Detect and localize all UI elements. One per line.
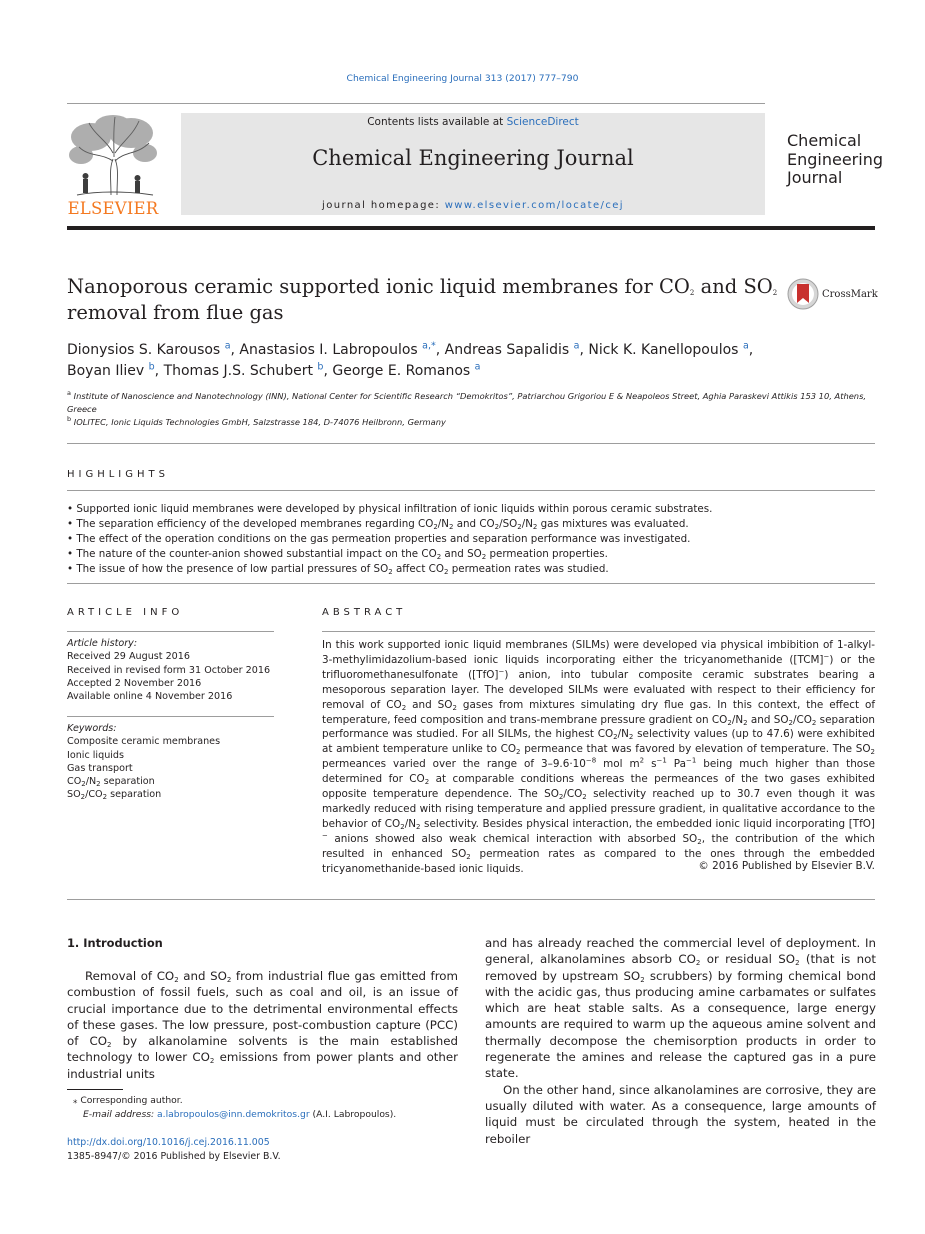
subscript: 2 xyxy=(727,718,732,727)
homepage-link[interactable]: www.elsevier.com/locate/cej xyxy=(444,200,624,211)
article-title xyxy=(67,274,782,326)
footnote-star: ⁎ xyxy=(72,1095,78,1106)
body-part: or residual SO xyxy=(700,952,796,967)
subscript: 2 xyxy=(640,975,645,984)
subscript: 2 xyxy=(613,733,618,742)
body-part: and SO xyxy=(178,969,227,983)
subscript: 2 xyxy=(416,822,421,831)
email-line xyxy=(67,1108,458,1122)
highlight-item: • The issue of how the presence of low partial pressures of $SO_2$ affect $CO_2$ permeation rates was studied. xyxy=(67,563,609,576)
divider xyxy=(67,631,274,632)
keyword-part: separation xyxy=(100,776,155,788)
cover-title-line: Engineering xyxy=(787,149,883,169)
subscript: 2 xyxy=(226,976,232,984)
subscript: 2 xyxy=(743,718,748,727)
affiliation-text: Institute of Nanoscience and Nanotechnology (INN), National Center for Scientific Research “Demokritos”, Patriarchou Grigoriou E & Neapoleos Street, Aghia Paraskevi Attikis 153 10, Athens, Greece xyxy=(67,391,867,414)
doi-block xyxy=(67,1136,281,1163)
affiliation-item xyxy=(67,390,875,416)
highlight-text: The separation efficiency of the developed membranes regarding CO xyxy=(76,518,434,530)
abstract-part: at comparable conditions whereas the permeances of the two gases exhibited opposite temperature dependence. The SO xyxy=(322,773,875,801)
subscript: 2 xyxy=(516,748,521,757)
author-affiliation-mark[interactable]: a xyxy=(474,361,481,373)
body-column-left xyxy=(67,968,458,1082)
superscript: −1 xyxy=(685,756,697,765)
superscript: 2 xyxy=(639,756,645,765)
author-name[interactable]: Dionysios S. Karousos xyxy=(67,342,221,358)
subscript: 2 xyxy=(532,523,538,531)
contents-prefix: Contents lists available at xyxy=(367,116,507,128)
abstract-part: selectivity values (up to 47.6) were exhibited at ambient temperature unlike to CO xyxy=(322,728,875,756)
title-subscript: 2 xyxy=(772,289,778,297)
keywords-label: Keywords: xyxy=(67,723,117,734)
sciencedirect-link[interactable]: ScienceDirect xyxy=(506,116,579,128)
abstract-part: /N xyxy=(617,728,629,741)
highlight-text: and CO xyxy=(453,518,495,530)
subscript: 2 xyxy=(102,793,108,802)
author-name[interactable]: Anastasios I. Labropoulos xyxy=(239,342,418,358)
history-revised: Received in revised form 31 October 2016 xyxy=(67,664,271,676)
abstract-part: selectivity reached up to 30.7 even though it was markedly reduced with rising temperature and applied pressure gradient, in qualitative accordance to the behavior of CO xyxy=(322,788,875,830)
subscript: 2 xyxy=(424,778,430,787)
author-list: Dionysios S. Karousos $^a$, Anastasios I. Labropoulos $^{a,*}$, Andreas Sapalidis $^a$, Nick K. Kanellopoulos $^a$, Boyan Iliev $^b$, Thomas J.S. Schubert $^b$, George E. Romanos $^a$ xyxy=(67,340,754,379)
affiliation-label: a xyxy=(67,389,71,398)
email-link[interactable]: a.labropoulos@inn.demokritos.gr xyxy=(157,1109,310,1120)
affiliations xyxy=(67,390,875,429)
body-part: emissions from power plants and other industrial units xyxy=(67,1050,459,1081)
email-suffix: (A.I. Labropoulos). xyxy=(309,1109,397,1120)
title-part: Nanoporous ceramic supported ionic liquid membranes for CO xyxy=(67,275,690,298)
journal-cover-title xyxy=(787,132,897,188)
keyword-part: SO xyxy=(67,789,81,801)
highlight-text: /N xyxy=(521,518,533,530)
subscript: 2 xyxy=(80,793,86,802)
subscript: 2 xyxy=(494,523,500,531)
keywords xyxy=(67,722,274,802)
highlight-item: • The separation efficiency of the developed membranes regarding $CO_2/N_2$ and $CO_2/SO_2/N_2$ gas mixtures was evaluated. xyxy=(67,518,689,531)
abstract-part: In this work supported ionic liquid membranes (SILMs) were developed via physical imbibition of 1-alkyl-3-methylimidazolium-based ionic liquids incorporating either the tricyanomethanide ([TCM] xyxy=(322,639,875,666)
body-paragraph xyxy=(485,935,876,1082)
cover-title-line: Journal xyxy=(787,168,843,187)
highlight-item: • The nature of the counter-anion showed substantial impact on the $CO_2$ and $SO_2$ permeation properties. xyxy=(67,548,608,561)
author-name[interactable]: Nick K. Kanellopoulos xyxy=(588,342,739,358)
subscript: 2 xyxy=(481,553,487,561)
subscript: 2 xyxy=(811,718,817,727)
subscript: 2 xyxy=(697,837,702,846)
subscript: 2 xyxy=(582,793,587,802)
keyword xyxy=(67,775,274,788)
subscript: 2 xyxy=(517,523,522,531)
body-part: and has already reached the commercial level of deployment. In general, alkanolamines absorb CO xyxy=(485,936,876,967)
abstract-part: separation performance was studied. For all SILMs, the highest CO xyxy=(322,713,875,741)
subscript: 2 xyxy=(695,959,701,968)
abstract-part: /N xyxy=(731,713,744,726)
divider xyxy=(67,443,875,444)
highlight-text: permeation properties. xyxy=(486,548,608,560)
divider xyxy=(67,716,274,717)
author-name[interactable]: Boyan Iliev xyxy=(67,363,145,379)
keyword: Composite ceramic membranes xyxy=(67,736,221,748)
highlights-heading: HIGHLIGHTS xyxy=(67,469,169,480)
footnote xyxy=(67,1094,458,1122)
author-name[interactable]: Thomas J.S. Schubert xyxy=(163,363,313,379)
keyword-part: CO xyxy=(67,776,82,788)
header-thick-rule xyxy=(67,226,875,230)
highlight-text: permeation rates was studied. xyxy=(448,563,609,575)
highlight-text: affect CO xyxy=(392,563,444,575)
abstract-part: and SO xyxy=(747,713,789,726)
highlight-text: The issue of how the presence of low partial pressures of SO xyxy=(76,563,389,575)
subscript: 2 xyxy=(174,976,179,984)
subscript: 2 xyxy=(81,780,86,789)
email-label: E-mail address: xyxy=(83,1109,158,1120)
abstract-part: mol m xyxy=(596,758,640,771)
title-part: and SO xyxy=(694,275,773,298)
abstract-part: /N xyxy=(404,817,416,830)
subscript: 2 xyxy=(388,568,393,576)
abstract-part: Pa xyxy=(666,758,686,771)
cover-title-line: Chemical xyxy=(787,131,862,150)
author-affiliation-mark[interactable]: a xyxy=(742,340,749,352)
keyword-part: /CO xyxy=(85,789,103,801)
contents-availability xyxy=(181,116,765,128)
journal-homepage xyxy=(181,200,765,211)
subscript: 2 xyxy=(795,959,800,968)
corresponding-text: Corresponding author. xyxy=(77,1095,183,1106)
corresponding-author xyxy=(67,1094,458,1108)
highlight-item: • Supported ionic liquid membranes were developed by physical infiltration of ionic liquids within porous ceramic substrates. xyxy=(67,503,713,515)
homepage-prefix: journal homepage: xyxy=(322,200,445,211)
history-label: Article history: xyxy=(67,638,138,649)
affiliation-label: b xyxy=(67,415,72,424)
author-name[interactable]: Andreas Sapalidis xyxy=(444,342,570,358)
abstract-part: permeation rates as compared to the ones through the embedded tricyanomethanide-based ionic liquids. xyxy=(322,847,875,875)
history-online: Available online 4 November 2016 xyxy=(67,691,233,703)
abstract-part: , the contribution of the which resulted in enhanced SO xyxy=(322,832,875,860)
abstract-part: selectivity. Besides physical interaction, the embedded ionic liquid incorporating [TfO] xyxy=(420,817,875,830)
keyword-part: /N xyxy=(85,776,97,788)
doi-link[interactable]: http://dx.doi.org/10.1016/j.cej.2016.11.005 xyxy=(67,1137,270,1148)
section-heading-introduction: 1. Introduction xyxy=(67,936,163,950)
affiliation-item xyxy=(67,416,875,429)
highlight-text: The effect of the operation conditions on the gas permeation properties and separation performance was investigated. xyxy=(76,533,691,545)
divider xyxy=(67,583,875,584)
superscript: − xyxy=(823,652,830,661)
highlight-text: /N xyxy=(437,518,449,530)
keyword: Gas transport xyxy=(67,762,133,774)
abstract-part: s xyxy=(644,758,657,771)
subscript: 2 xyxy=(107,1041,112,1050)
author-affiliation-mark[interactable]: b xyxy=(148,361,155,373)
abstract-part: ) anion, into tubular composite ceramic substrates bearing a mesoporous separation layer. The developed SILMs were evaluated with respect to their efficiency for removal of CO xyxy=(322,668,876,711)
body-column-right xyxy=(485,935,876,1147)
abstract-part: /CO xyxy=(792,713,812,726)
highlight-item: • The effect of the operation conditions on the gas permeation properties and separation performance was investigated. xyxy=(67,533,691,545)
highlight-text: Supported ionic liquid membranes were developed by physical infiltration of ionic liquids within porous ceramic substrates. xyxy=(76,503,713,515)
abstract-part: ) or the trifluoromethanesulfonate ([TfO] xyxy=(322,653,876,681)
keyword-part: separation xyxy=(107,789,162,801)
abstract-part: /CO xyxy=(563,788,583,801)
issn-line: 1385-8947/© 2016 Published by Elsevier B.V. xyxy=(67,1150,281,1162)
journal-citation[interactable]: Chemical Engineering Journal 313 (2017) 777–790 xyxy=(346,73,579,84)
subscript: 2 xyxy=(628,733,634,742)
superscript: − xyxy=(498,667,505,676)
subscript: 2 xyxy=(401,703,407,712)
title-subscript: 2 xyxy=(689,289,695,297)
subscript: 2 xyxy=(436,553,442,561)
superscript: − xyxy=(322,831,328,840)
superscript: −8 xyxy=(585,756,597,765)
subscript: 2 xyxy=(870,748,875,757)
abstract-part: being much higher than those determined for CO xyxy=(322,758,875,786)
journal-banner xyxy=(181,113,765,215)
body-paragraph: On the other hand, since alkanolamines are corrosive, they are usually diluted with water. As a consequence, large amounts of liquid must be circulated through the system, heated in the reboiler xyxy=(485,1082,876,1146)
highlights-list xyxy=(67,502,875,577)
crossmark-icon[interactable] xyxy=(787,278,819,310)
author-affiliation-mark[interactable]: a xyxy=(224,340,231,352)
history-accepted: Accepted 2 November 2016 xyxy=(67,677,202,689)
body-part: by alkanolamine solvents is the main established technology to lower CO xyxy=(67,1034,458,1065)
body-part: (that is not removed by upstream SO xyxy=(485,952,876,983)
highlight-text: /SO xyxy=(499,518,518,530)
subscript: 2 xyxy=(452,703,457,712)
abstract-part: permeance that was favored by elevation of temperature. The SO xyxy=(520,743,871,756)
abstract-part: and SO xyxy=(406,698,453,711)
publisher-wordmark: ELSEVIER xyxy=(67,199,159,218)
body-part: from industrial flue gas emitted from combustion of fossil fuels, such as coal and oil, is an issue of crucial importance due to the detrimental environmental effects of these gases. The low pressure, post-combustion capture (PCC) of CO xyxy=(67,969,459,1049)
footnote-rule xyxy=(67,1089,123,1090)
subscript: 2 xyxy=(96,780,101,789)
keyword xyxy=(67,788,274,801)
subscript: 2 xyxy=(466,852,471,861)
author-affiliation-mark[interactable]: a,* xyxy=(422,340,436,352)
title-part: removal from flue gas xyxy=(67,301,284,324)
abstract-part: anions showed also weak chemical interaction with absorbed SO xyxy=(327,832,698,845)
journal-name: Chemical Engineering Journal xyxy=(312,146,634,170)
highlight-text: gas mixtures was evaluated. xyxy=(537,518,689,530)
author-affiliation-mark[interactable]: a xyxy=(573,340,580,352)
body-part: scrubbers) by forming chemical bond with the acidic gas, thus producing amine carbamates or sulfates which are heat stable salts. As a consequence, large energy amounts are required to warm up the aqueous amine solvent and thermally decompose the chemisorption products in order to regenerate the amines and release the captured gas in a pure state. xyxy=(485,968,876,1081)
author-name[interactable]: George E. Romanos xyxy=(332,363,471,379)
subscript: 2 xyxy=(788,718,793,727)
superscript: −1 xyxy=(656,756,667,765)
divider xyxy=(67,899,875,900)
subscript: 2 xyxy=(209,1057,215,1066)
history-received: Received 29 August 2016 xyxy=(67,651,190,663)
subscript: 2 xyxy=(433,523,438,531)
crossmark-label[interactable]: CrossMark xyxy=(822,289,878,300)
divider xyxy=(322,631,875,632)
abstract-part: permeances varied over the range of 3–9.6·10 xyxy=(322,758,586,771)
body-part: Removal of CO xyxy=(85,969,175,983)
keyword: Ionic liquids xyxy=(67,749,125,761)
header-divider xyxy=(67,103,765,104)
affiliation-text: IOLITEC, Ionic Liquids Technologies GmbH, Salzstrasse 184, D-74076 Heilbronn, Germany xyxy=(73,417,446,427)
divider xyxy=(67,490,875,491)
highlight-text: The nature of the counter-anion showed substantial impact on the CO xyxy=(76,548,437,560)
abstract-copyright: © 2016 Published by Elsevier B.V. xyxy=(698,860,875,872)
abstract-part: gases from mixtures simulating dry flue gas. In this context, the effect of temperature, feed composition and trans-membrane pressure gradient on CO xyxy=(322,698,875,726)
author-affiliation-mark[interactable]: b xyxy=(317,361,324,373)
subscript: 2 xyxy=(400,822,405,831)
subscript: 2 xyxy=(558,793,564,802)
highlight-text: and SO xyxy=(441,548,482,560)
subscript: 2 xyxy=(448,523,454,531)
subscript: 2 xyxy=(443,568,449,576)
article-history xyxy=(67,637,274,703)
abstract-text xyxy=(322,638,875,877)
article-info-heading: ARTICLE INFO xyxy=(67,607,184,618)
abstract-heading: ABSTRACT xyxy=(322,607,407,618)
